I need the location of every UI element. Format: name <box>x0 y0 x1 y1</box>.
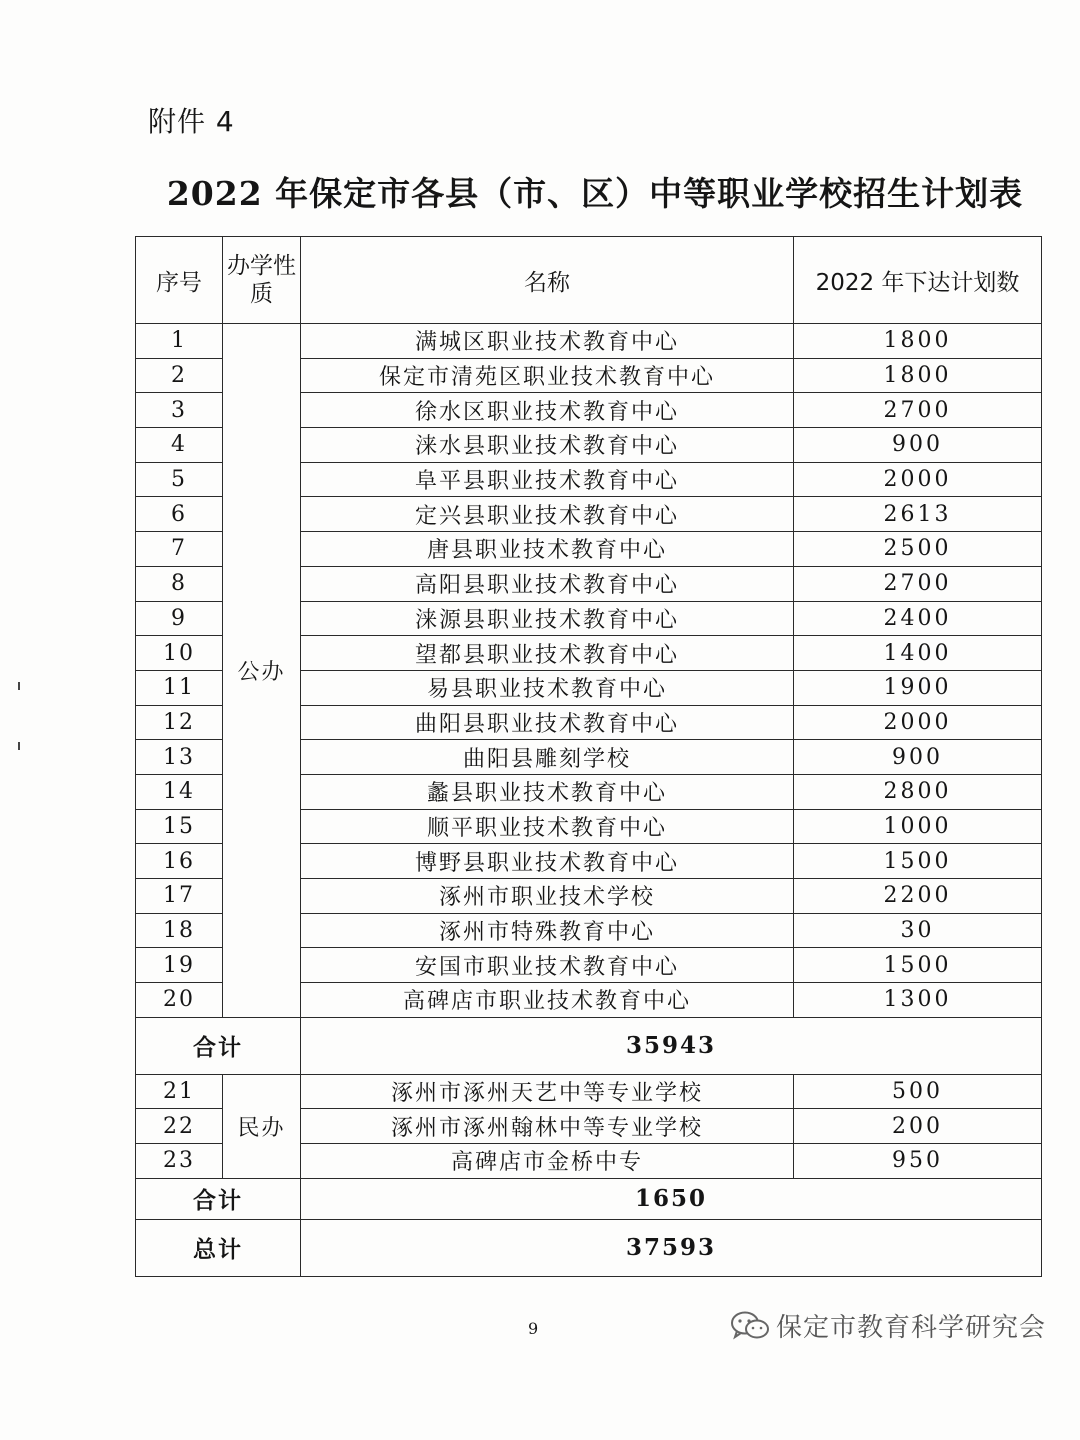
row-number: 3 <box>136 393 223 428</box>
subtotal-row <box>136 1017 1042 1074</box>
school-name: 保定市清苑区职业技术教育中心 <box>301 358 794 393</box>
page-number: 9 <box>528 1319 539 1338</box>
school-name: 满城区职业技术教育中心 <box>301 324 794 359</box>
watermark-text: 保定市教育科学研究会 <box>776 1313 1047 1343</box>
row-number: 11 <box>136 670 223 705</box>
row-number: 18 <box>136 913 223 948</box>
school-name: 博野县职业技术教育中心 <box>301 844 794 879</box>
plan-value: 900 <box>794 740 1042 775</box>
school-name: 高阳县职业技术教育中心 <box>301 566 794 601</box>
plan-value: 900 <box>794 428 1042 463</box>
plan-value: 1900 <box>794 670 1042 705</box>
row-number: 7 <box>136 532 223 567</box>
row-number: 4 <box>136 428 223 463</box>
type-public: 公办 <box>223 324 301 1018</box>
school-name: 曲阳县职业技术教育中心 <box>301 705 794 740</box>
plan-value: 1800 <box>794 324 1042 359</box>
school-name: 曲阳县雕刻学校 <box>301 740 794 775</box>
row-number: 14 <box>136 774 223 809</box>
header-seq: 序号 <box>136 237 223 324</box>
row-number: 20 <box>136 983 223 1018</box>
school-name: 望都县职业技术教育中心 <box>301 636 794 671</box>
subtotal-value: 1650 <box>301 1178 1042 1219</box>
plan-value: 1300 <box>794 983 1042 1018</box>
scan-mark <box>18 682 20 690</box>
row-number: 23 <box>136 1144 223 1179</box>
plan-value: 1500 <box>794 948 1042 983</box>
header-plan: 2022 年下达计划数 <box>794 237 1042 324</box>
row-number: 13 <box>136 740 223 775</box>
plan-value: 1500 <box>794 844 1042 879</box>
subtotal-label: 合计 <box>136 1178 301 1219</box>
scan-mark <box>18 742 20 750</box>
school-name: 高碑店市职业技术教育中心 <box>301 983 794 1018</box>
total-row <box>136 1219 1042 1276</box>
plan-value: 2400 <box>794 601 1042 636</box>
row-number: 1 <box>136 324 223 359</box>
school-name: 顺平职业技术教育中心 <box>301 809 794 844</box>
school-name: 徐水区职业技术教育中心 <box>301 393 794 428</box>
plan-value: 200 <box>794 1109 1042 1144</box>
plan-value: 2700 <box>794 566 1042 601</box>
school-name: 安国市职业技术教育中心 <box>301 948 794 983</box>
plan-value: 2613 <box>794 497 1042 532</box>
plan-value: 950 <box>794 1144 1042 1179</box>
row-number: 5 <box>136 462 223 497</box>
subtotal-row <box>136 1178 1042 1219</box>
plan-value: 1000 <box>794 809 1042 844</box>
wechat-icon <box>730 1310 770 1342</box>
document-title: 2022 年保定市各县（市、区）中等职业学校招生计划表 <box>166 174 1024 213</box>
subtotal-value: 35943 <box>301 1017 1042 1074</box>
total-value: 37593 <box>301 1219 1042 1276</box>
row-number: 22 <box>136 1109 223 1144</box>
row-number: 6 <box>136 497 223 532</box>
school-name: 阜平县职业技术教育中心 <box>301 462 794 497</box>
row-number: 9 <box>136 601 223 636</box>
school-name: 唐县职业技术教育中心 <box>301 532 794 567</box>
row-number: 12 <box>136 705 223 740</box>
row-number: 21 <box>136 1074 223 1109</box>
plan-value: 2800 <box>794 774 1042 809</box>
plan-value: 30 <box>794 913 1042 948</box>
total-label: 总计 <box>136 1219 301 1276</box>
plan-value: 2000 <box>794 462 1042 497</box>
plan-value: 1400 <box>794 636 1042 671</box>
subtotal-label: 合计 <box>136 1017 301 1074</box>
row-number: 15 <box>136 809 223 844</box>
row-number: 16 <box>136 844 223 879</box>
plan-value: 2200 <box>794 879 1042 914</box>
plan-value: 500 <box>794 1074 1042 1109</box>
row-number: 2 <box>136 358 223 393</box>
header-name: 名称 <box>301 237 794 324</box>
attachment-label: 附件 4 <box>148 105 235 138</box>
row-number: 17 <box>136 879 223 914</box>
school-name: 高碑店市金桥中专 <box>301 1144 794 1179</box>
plan-value: 1800 <box>794 358 1042 393</box>
header-type: 办学性质 <box>223 237 301 324</box>
plan-value: 2500 <box>794 532 1042 567</box>
school-name: 涞源县职业技术教育中心 <box>301 601 794 636</box>
type-private: 民办 <box>223 1074 301 1178</box>
school-name: 蠡县职业技术教育中心 <box>301 774 794 809</box>
school-name: 易县职业技术教育中心 <box>301 670 794 705</box>
school-name: 涞水县职业技术教育中心 <box>301 428 794 463</box>
table-row <box>136 1074 1042 1109</box>
table-header-row <box>136 237 1042 324</box>
row-number: 10 <box>136 636 223 671</box>
school-name: 涿州市职业技术学校 <box>301 879 794 914</box>
row-number: 19 <box>136 948 223 983</box>
row-number: 8 <box>136 566 223 601</box>
school-name: 涿州市特殊教育中心 <box>301 913 794 948</box>
watermark <box>730 1307 1046 1344</box>
enrollment-plan-table <box>135 236 1042 1277</box>
school-name: 涿州市涿州天艺中等专业学校 <box>301 1074 794 1109</box>
school-name: 定兴县职业技术教育中心 <box>301 497 794 532</box>
table-row <box>136 324 1042 359</box>
school-name: 涿州市涿州翰林中等专业学校 <box>301 1109 794 1144</box>
plan-value: 2700 <box>794 393 1042 428</box>
plan-value: 2000 <box>794 705 1042 740</box>
